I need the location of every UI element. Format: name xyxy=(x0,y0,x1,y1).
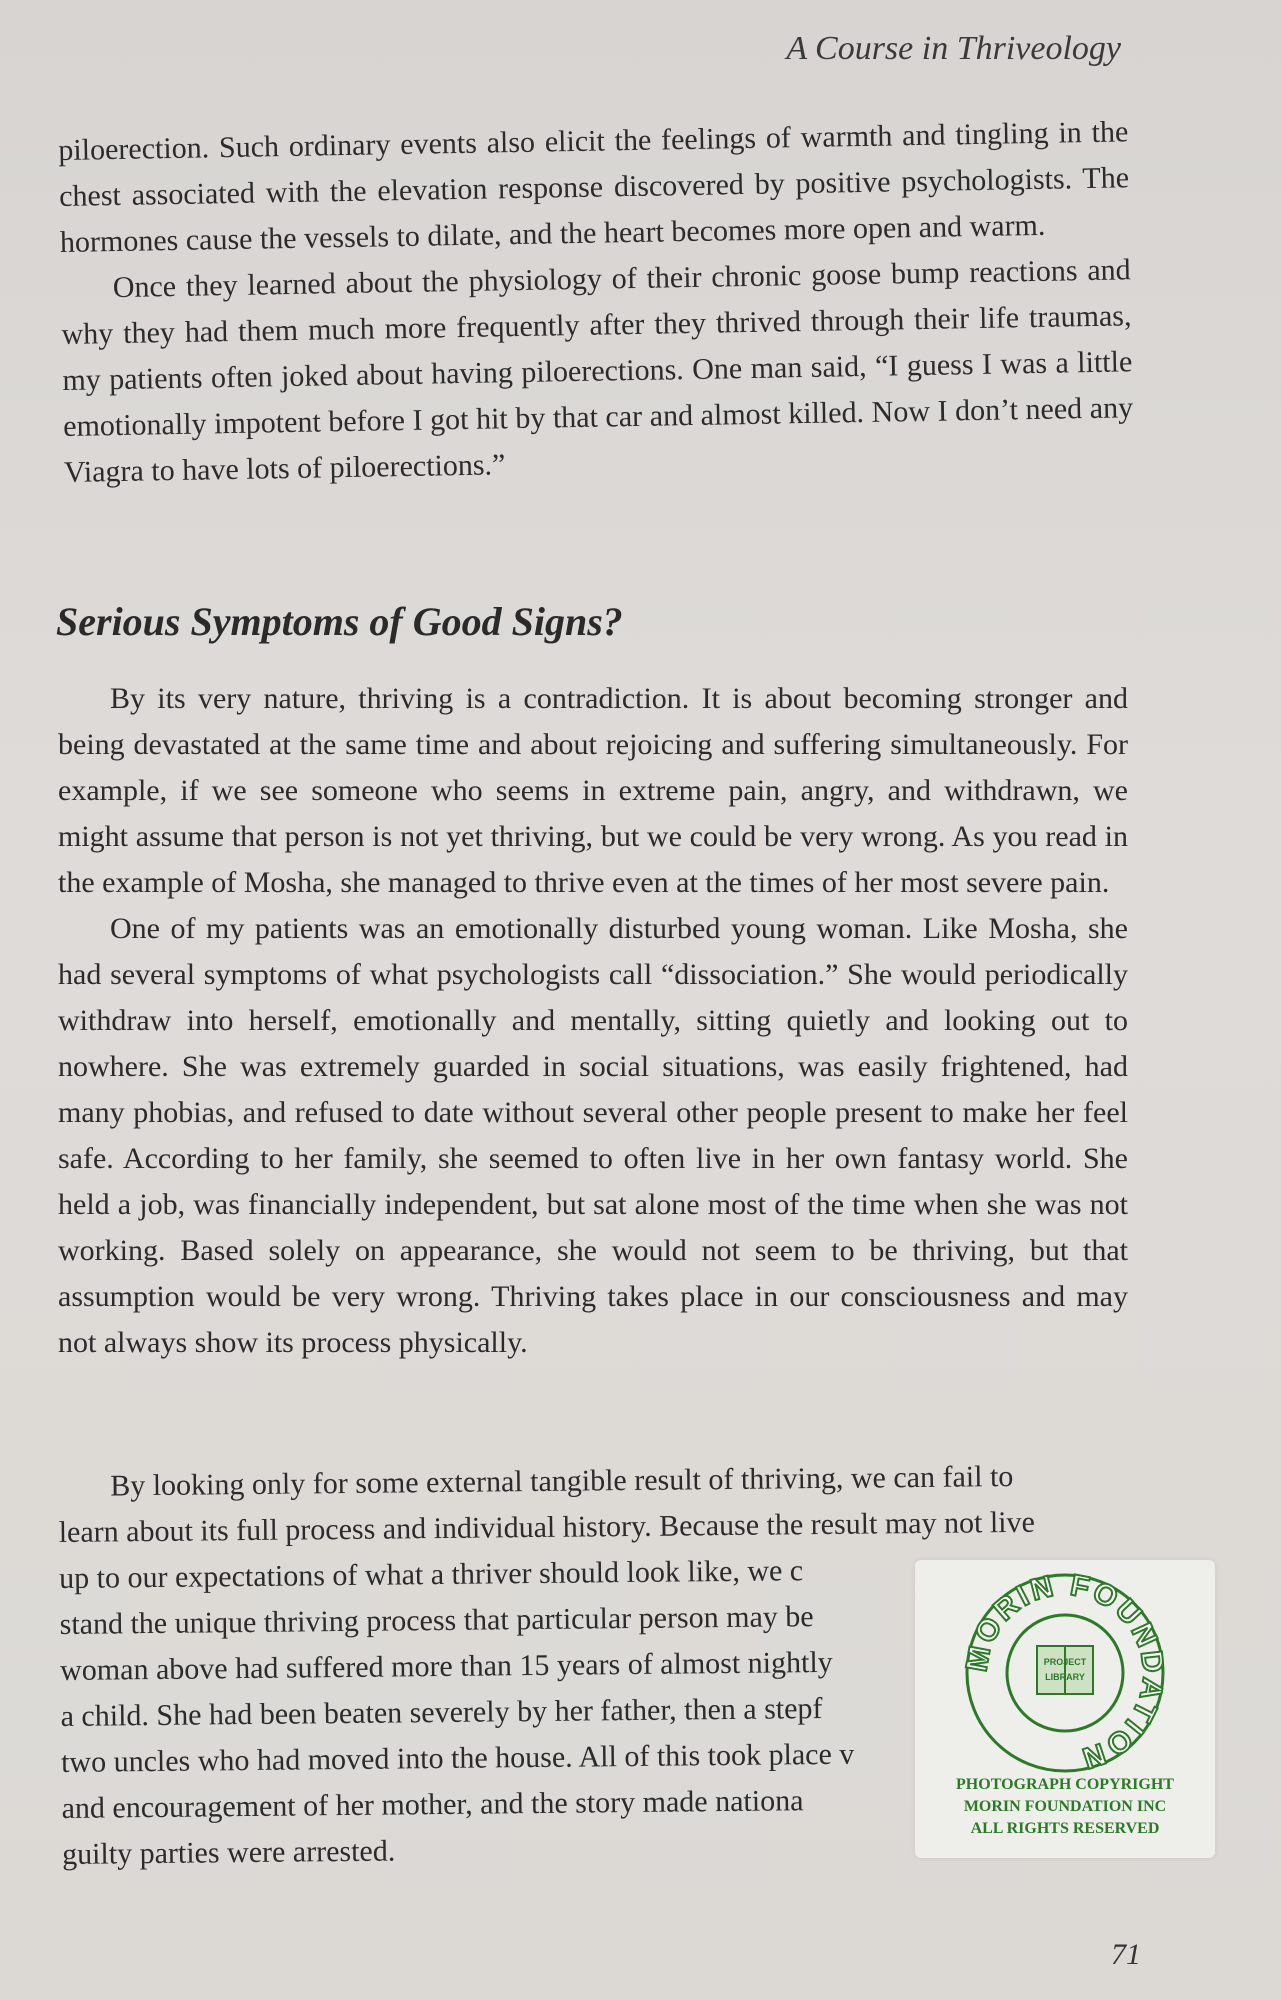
text-line: and encouragement of her mother, and the story made nationa xyxy=(61,1784,804,1825)
paragraph: piloerection. Such ordinary events also elicit the feelings of warmth and tingling in the chest associated with the elevation response discovered by positive psychologists. The hormones cause the vessels to dilate, and the heart becomes more open and warm. xyxy=(58,115,1130,259)
paragraph: One of my patients was an emotionally disturbed young woman. Like Mosha, she had several symptoms of what psychologists call “dissociation.” She would periodically withdraw into herself, emotionally and mentally, sitting quietly and looking out to nowhere. She was extremely guarded in social situations, was easily frightened, had many phobias, and refused to date without several other people present to make her feel safe. According to her family, she seemed to often live in her own fantasy world. She held a job, was financially independent, but sat alone most of the time when she was not working. Based solely on appearance, she would not seem to be thriving, but that assumption would be very wrong. Thriving takes place in our consciousness and may not always show its process physically. xyxy=(58,912,1128,1359)
text-line: stand the unique thriving process that particular person may be xyxy=(59,1600,814,1641)
text-line: a child. She had been beaten severely by her father, then a stepf xyxy=(60,1692,823,1733)
text-line: learn about its full process and individual history. Because the result may not live xyxy=(58,1505,1036,1549)
stamp-caption xyxy=(915,1774,1215,1840)
caption-line: PHOTOGRAPH COPYRIGHT xyxy=(956,1776,1174,1793)
paragraph: By its very nature, thriving is a contradiction. It is about becoming stronger and being devastated at the same time and about rejoicing and suffering simultaneously. For example, if we see someone who seems in extreme pain, angry, and withdrawn, we might assume that person is not yet thriving, but we could be very wrong. As you read in the example of Mosha, she managed to thrive even at the times of her most severe pain. xyxy=(58,682,1128,899)
foundation-seal-icon xyxy=(940,1568,1190,1778)
text-line: woman above had suffered more than 15 years of almost nightly xyxy=(59,1645,833,1687)
page-number: 71 xyxy=(1111,1938,1141,1971)
seal-book-text: LIBRARY xyxy=(1045,1672,1085,1682)
seal-ring-text: MORIN FOUNDATION xyxy=(960,1568,1170,1776)
paragraph: Once they learned about the physiology of their chronic goose bump reactions and why they had them much more frequently after they thrived through their life traumas, my patients often joked about having piloerections. One man said, “I guess I was a little emotionally impotent before I got hit by that car and almost killed. Now I don’t need any Viagra to have lots of piloerections.” xyxy=(61,253,1134,489)
copyright-stamp xyxy=(915,1560,1215,1858)
text-line: up to our expectations of what a thriver should look like, we c xyxy=(59,1554,804,1595)
text-line: By looking only for some external tangible result of thriving, we can fail to xyxy=(110,1459,1014,1503)
main-text-block xyxy=(58,676,1128,1366)
caption-line: ALL RIGHTS RESERVED xyxy=(970,1820,1160,1837)
text-line: two uncles who had moved into the house. All of this took place v xyxy=(60,1737,855,1779)
text-line: guilty parties were arrested. xyxy=(61,1834,396,1871)
top-text-block xyxy=(58,109,1134,496)
section-heading: Serious Symptoms of Good Signs? xyxy=(56,599,623,644)
seal-book-text: PROJECT xyxy=(1043,1657,1087,1667)
running-head: A Course in Thriveology xyxy=(786,30,1121,67)
caption-line: MORIN FOUNDATION INC xyxy=(963,1798,1167,1815)
